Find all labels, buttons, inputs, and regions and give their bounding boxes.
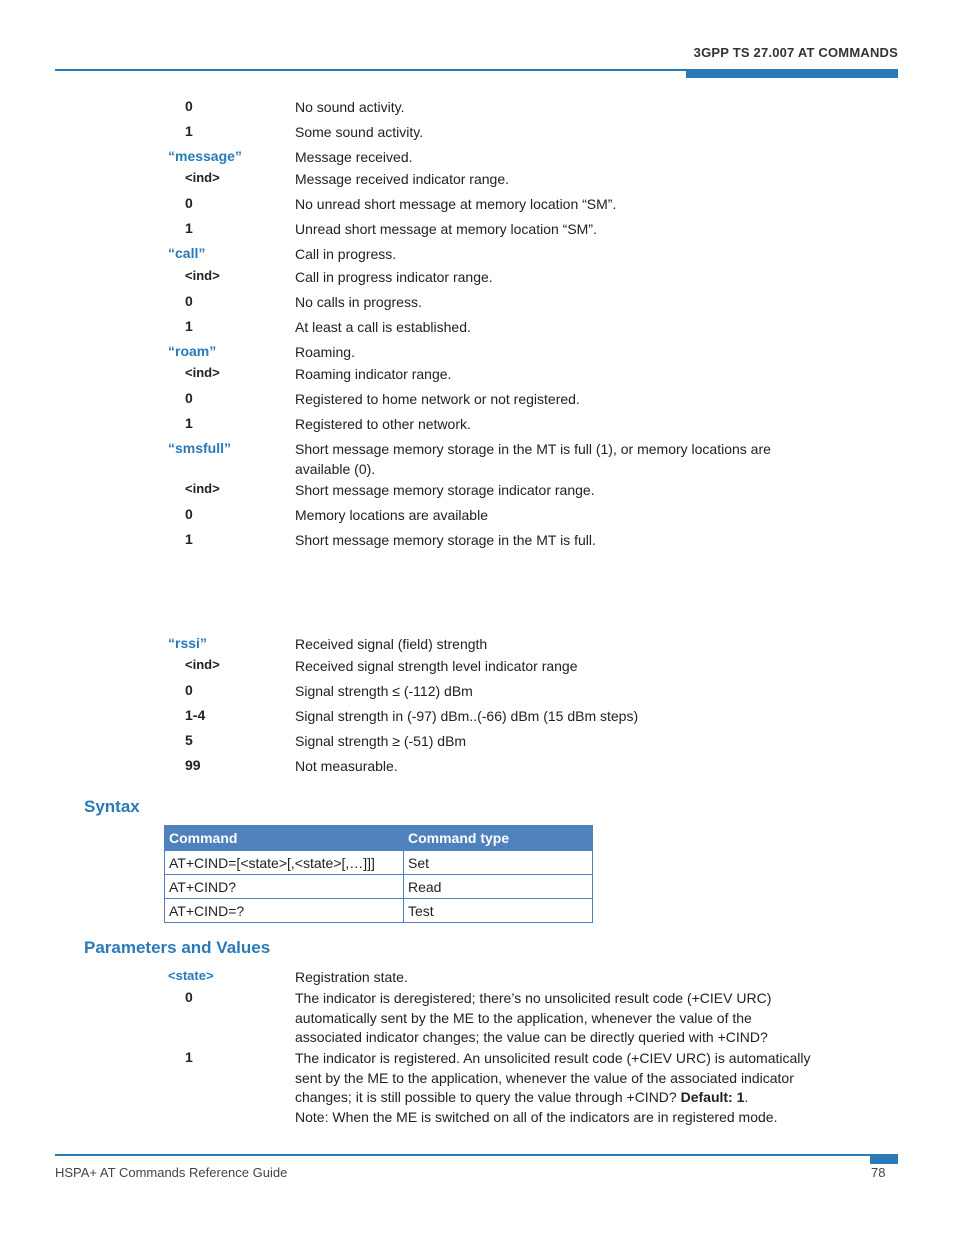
indicator-value-key: 99: [185, 757, 201, 773]
indicator-description: Some sound activity.: [295, 124, 424, 140]
param-state-key: <state>: [168, 968, 214, 983]
param-value-desc: The indicator is deregistered; there’s no unsolicited result code (+CIEV URC) automatically sent by the ME to the application, whenever the value of the associated indicator changes; the value can be directly queried with +CIND?: [295, 990, 772, 1045]
indicator-description: Signal strength ≤ (-112) dBm: [295, 683, 473, 699]
indicator-value-key: 0: [185, 682, 193, 698]
indicator-description: Short message memory storage indicator range.: [295, 482, 595, 498]
indicator-description: Registered to home network or not registered.: [295, 391, 580, 407]
table-row: [165, 899, 593, 923]
indicator-range-key: <ind>: [185, 481, 220, 496]
indicator-description: At least a call is established.: [295, 319, 471, 335]
command-type-cell: Test: [404, 899, 593, 923]
footer-rule: [55, 1154, 898, 1156]
syntax-heading: Syntax: [84, 797, 140, 816]
indicator-description: Short message memory storage in the MT is full.: [295, 532, 596, 548]
indicator-name: “roam”: [168, 343, 217, 359]
column-header-command: Command: [165, 826, 404, 851]
indicator-description: Registered to other network.: [295, 416, 471, 432]
indicator-description: No calls in progress.: [295, 294, 422, 310]
command-type-cell: Set: [404, 851, 593, 875]
indicator-value-key: 5: [185, 732, 193, 748]
table-row: [165, 875, 593, 899]
indicator-description: Memory locations are available: [295, 507, 488, 523]
command-type-cell: Read: [404, 875, 593, 899]
header-title: 3GPP TS 27.007 AT COMMANDS: [693, 45, 898, 60]
parameters-heading: Parameters and Values: [84, 938, 271, 957]
table-header-row: [165, 826, 593, 851]
indicator-description: Signal strength ≥ (-51) dBm: [295, 733, 467, 749]
syntax-table: [164, 825, 593, 923]
column-header-command-type: Command type: [404, 826, 593, 851]
param-value-desc: The indicator is registered. An unsolicited result code (+CIEV URC) is automatically sent by the ME to the application, whenever the value of the associated indicator changes; it is still possible to query the value through +CIND? Default: 1. Note: When the ME is switched on all of the indicators are in registered mode.: [295, 1050, 811, 1125]
footer-doc-title: HSPA+ AT Commands Reference Guide: [55, 1165, 288, 1180]
indicator-description: Roaming.: [295, 344, 355, 360]
indicator-value-key: 0: [185, 293, 193, 309]
indicator-description: Message received indicator range.: [295, 171, 510, 187]
table-row: [165, 851, 593, 875]
indicator-value-key: 0: [185, 195, 193, 211]
indicator-name: “rssi”: [168, 635, 207, 651]
indicator-value-key: 0: [185, 390, 193, 406]
indicator-description: Received signal strength level indicator range: [295, 658, 578, 674]
indicator-value-key: 1: [185, 220, 193, 236]
indicator-name: “smsfull”: [168, 440, 232, 456]
indicator-value-key: 1: [185, 531, 193, 547]
indicator-range-key: <ind>: [185, 365, 220, 380]
indicator-description: No unread short message at memory location “SM”.: [295, 196, 617, 212]
header-accent-bar: [686, 69, 898, 78]
command-cell: AT+CIND=[<state>[,<state>[,…]]]: [165, 851, 404, 875]
param-value-key: 0: [185, 989, 193, 1005]
indicator-description: Short message memory storage in the MT is full (1), or memory locations are available (0).: [295, 441, 771, 477]
command-cell: AT+CIND?: [165, 875, 404, 899]
indicator-name: “message”: [168, 148, 242, 164]
param-note: Note: When the ME is switched on all of the indicators are in registered mode.: [295, 1108, 778, 1125]
indicator-value-key: 1: [185, 123, 193, 139]
param-value-text: The indicator is registered. An unsolicited result code (+CIEV URC) is automatically sent by the ME to the application, whenever the value of the associated indicator changes; it is still possible to query the value through +CIND?: [295, 1050, 811, 1105]
indicator-description: Not measurable.: [295, 758, 398, 774]
footer-accent-bar: [870, 1154, 898, 1164]
indicator-name: “call”: [168, 245, 206, 261]
param-value-key: 1: [185, 1049, 193, 1065]
indicator-description: Received signal (field) strength: [295, 636, 488, 652]
indicator-value-key: 0: [185, 98, 193, 114]
page-number: 78: [871, 1165, 886, 1180]
indicator-description: Call in progress.: [295, 246, 397, 262]
indicator-value-key: 0: [185, 506, 193, 522]
indicator-value-key: 1: [185, 415, 193, 431]
param-state-desc: Registration state.: [295, 969, 408, 985]
default-value-label: Default: 1: [680, 1089, 745, 1105]
indicator-value-key: 1: [185, 318, 193, 334]
indicator-description: Message received.: [295, 149, 413, 165]
indicator-range-key: <ind>: [185, 268, 220, 283]
indicator-value-key: 1-4: [185, 707, 206, 723]
command-cell: AT+CIND=?: [165, 899, 404, 923]
indicator-range-key: <ind>: [185, 170, 220, 185]
indicator-description: Unread short message at memory location “SM”.: [295, 221, 597, 237]
indicator-description: Call in progress indicator range.: [295, 269, 493, 285]
indicator-range-key: <ind>: [185, 657, 220, 672]
indicator-description: Signal strength in (-97) dBm..(-66) dBm (15 dBm steps): [295, 708, 639, 724]
indicator-description: Roaming indicator range.: [295, 366, 452, 382]
indicator-description: No sound activity.: [295, 99, 405, 115]
